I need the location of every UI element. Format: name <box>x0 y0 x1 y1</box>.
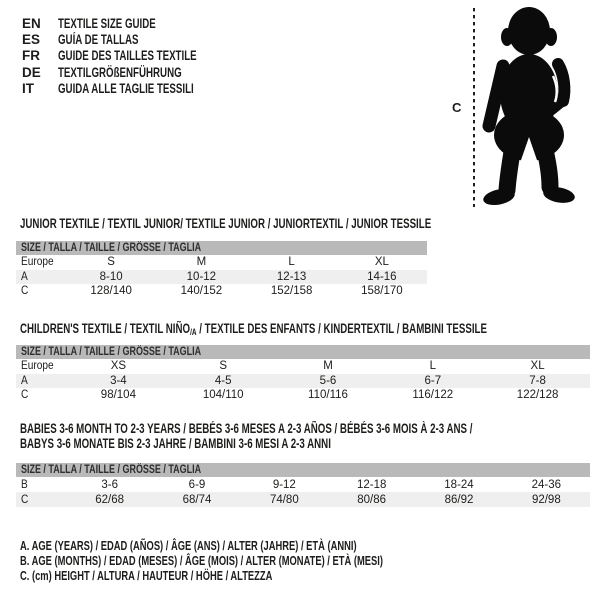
table-row-europe <box>16 359 590 374</box>
language-row-de <box>22 64 251 80</box>
table-cell: 14-16 <box>367 270 397 283</box>
language-row-fr <box>22 48 251 64</box>
footnote-b: B. AGE (MONTHS) / EDAD (MESES) / ÂGE (MOIS) / ALTER (MONATE) / ETÀ (MESI) <box>20 553 383 568</box>
row-label: C <box>21 493 29 506</box>
table-row-age <box>16 374 590 389</box>
babies-title-line1: BABIES 3-6 MONTH TO 2-3 YEARS / BEBÉS 3-6 MESES A 2-3 AÑOS / BÉBÉS 3-6 MOIS À 2-3 ANS / <box>20 421 473 436</box>
language-row-es <box>22 31 251 47</box>
language-row-it <box>22 80 251 96</box>
table-cell: 6-9 <box>188 478 206 491</box>
table-cell: S <box>219 360 228 373</box>
table-cell: 12-18 <box>356 478 387 491</box>
junior-size-table <box>16 241 427 299</box>
children-size-table <box>16 345 590 403</box>
table-cell: 3-6 <box>101 478 118 491</box>
table-row-height <box>16 492 590 507</box>
row-label: C <box>21 389 29 402</box>
table-cell: 24-36 <box>531 478 562 491</box>
language-title: GUIDE DES TAILLES TEXTILE <box>58 48 197 64</box>
children-title-text: CHILDREN'S TEXTILE / TEXTIL NIÑO/A / TEXTILE DES ENFANTS / KINDERTEXTIL / BAMBINI TESSILE <box>20 321 487 337</box>
language-title: TEXTILE SIZE GUIDE <box>58 15 156 31</box>
table-cell: 9-12 <box>272 478 296 491</box>
table-cell: 152/158 <box>270 285 313 298</box>
table-cell: 104/110 <box>202 389 244 402</box>
row-label: A <box>21 374 28 387</box>
junior-section-title <box>20 216 591 231</box>
table-row-height <box>16 284 427 299</box>
table-cell: S <box>107 256 115 269</box>
language-code: ES <box>22 31 41 47</box>
footnote-c: C. (cm) HEIGHT / ALTURA / HAUTEUR / HÖHE / ALTEZZA <box>20 568 273 583</box>
row-label: C <box>21 285 29 298</box>
footnote-a: A. AGE (YEARS) / EDAD (AÑOS) / ÂGE (ANS) / ALTER (JAHRE) / ETÀ (ANNI) <box>20 538 357 553</box>
size-header-bar <box>16 345 590 359</box>
size-header-text: SIZE / TALLA / TAILLE / GRÖSSE / TAGLIA <box>21 464 202 476</box>
table-cell: M <box>323 360 333 373</box>
language-title: TEXTILGRÖßENFÜHRUNG <box>58 64 182 80</box>
table-cell: 80/86 <box>357 493 387 506</box>
children-title-subscript: /A <box>190 327 197 337</box>
language-row-en <box>22 15 251 31</box>
table-cell: 62/68 <box>95 493 125 506</box>
babies-section-title <box>20 421 600 451</box>
table-cell: L <box>288 256 295 269</box>
table-cell: XL <box>530 360 545 373</box>
table-cell: 116/122 <box>412 389 454 402</box>
language-title: GUIDA ALLE TAGLIE TESSILI <box>58 80 194 96</box>
table-cell: 5-6 <box>319 374 337 387</box>
size-header-bar <box>16 241 427 255</box>
babies-size-table <box>16 463 590 507</box>
table-row-height <box>16 388 590 403</box>
row-label: Europe <box>21 360 54 373</box>
language-code: EN <box>22 15 41 31</box>
language-code: IT <box>22 80 34 96</box>
table-cell: 6-7 <box>424 374 442 387</box>
table-cell: 128/140 <box>90 285 132 298</box>
table-cell: M <box>196 256 207 269</box>
size-header-bar <box>16 463 590 477</box>
table-cell: 68/74 <box>182 493 212 506</box>
table-row-europe <box>16 255 427 270</box>
table-row-age-months <box>16 477 590 492</box>
table-cell: XS <box>110 360 127 373</box>
size-header-text: SIZE / TALLA / TAILLE / GRÖSSE / TAGLIA <box>21 346 202 358</box>
row-label: Europe <box>21 256 54 269</box>
table-cell: 110/116 <box>308 389 348 402</box>
table-cell: 98/104 <box>100 389 136 402</box>
children-section-title <box>20 321 600 340</box>
row-label: B <box>21 478 28 491</box>
language-code: FR <box>22 48 40 64</box>
table-cell: 140/152 <box>180 285 223 298</box>
junior-title-text: JUNIOR TEXTILE / TEXTIL JUNIOR/ TEXTILE JUNIOR / JUNIORTEXTIL / JUNIOR TESSILE <box>20 216 432 231</box>
table-row-age <box>16 270 427 285</box>
table-cell: 12-13 <box>276 270 307 283</box>
height-measure-label: C <box>452 100 462 115</box>
table-cell: L <box>429 360 436 373</box>
footnote-legend <box>20 538 524 583</box>
table-cell: 122/128 <box>516 389 559 402</box>
language-title-list <box>22 15 251 96</box>
table-cell: 86/92 <box>444 493 474 506</box>
table-cell: 3-4 <box>110 374 127 387</box>
row-label: A <box>21 270 28 283</box>
table-cell: 7-8 <box>529 374 546 387</box>
baby-silhouette-icon <box>440 4 600 214</box>
size-header-text: SIZE / TALLA / TAILLE / GRÖSSE / TAGLIA <box>21 242 202 254</box>
table-cell: XL <box>374 256 389 269</box>
table-cell: 4-5 <box>214 374 232 387</box>
table-cell: 74/80 <box>269 493 299 506</box>
table-cell: 8-10 <box>99 270 123 283</box>
table-cell: 92/98 <box>531 493 561 506</box>
babies-title-line2: BABYS 3-6 MONATE BIS 2-3 JAHRE / BAMBINI 3-6 MESI A 2-3 ANNI <box>20 436 331 451</box>
table-cell: 158/170 <box>361 285 403 298</box>
language-code: DE <box>22 64 41 80</box>
table-cell: 10-12 <box>186 270 217 283</box>
table-cell: 18-24 <box>444 478 474 491</box>
language-title: GUÍA DE TALLAS <box>58 31 139 47</box>
